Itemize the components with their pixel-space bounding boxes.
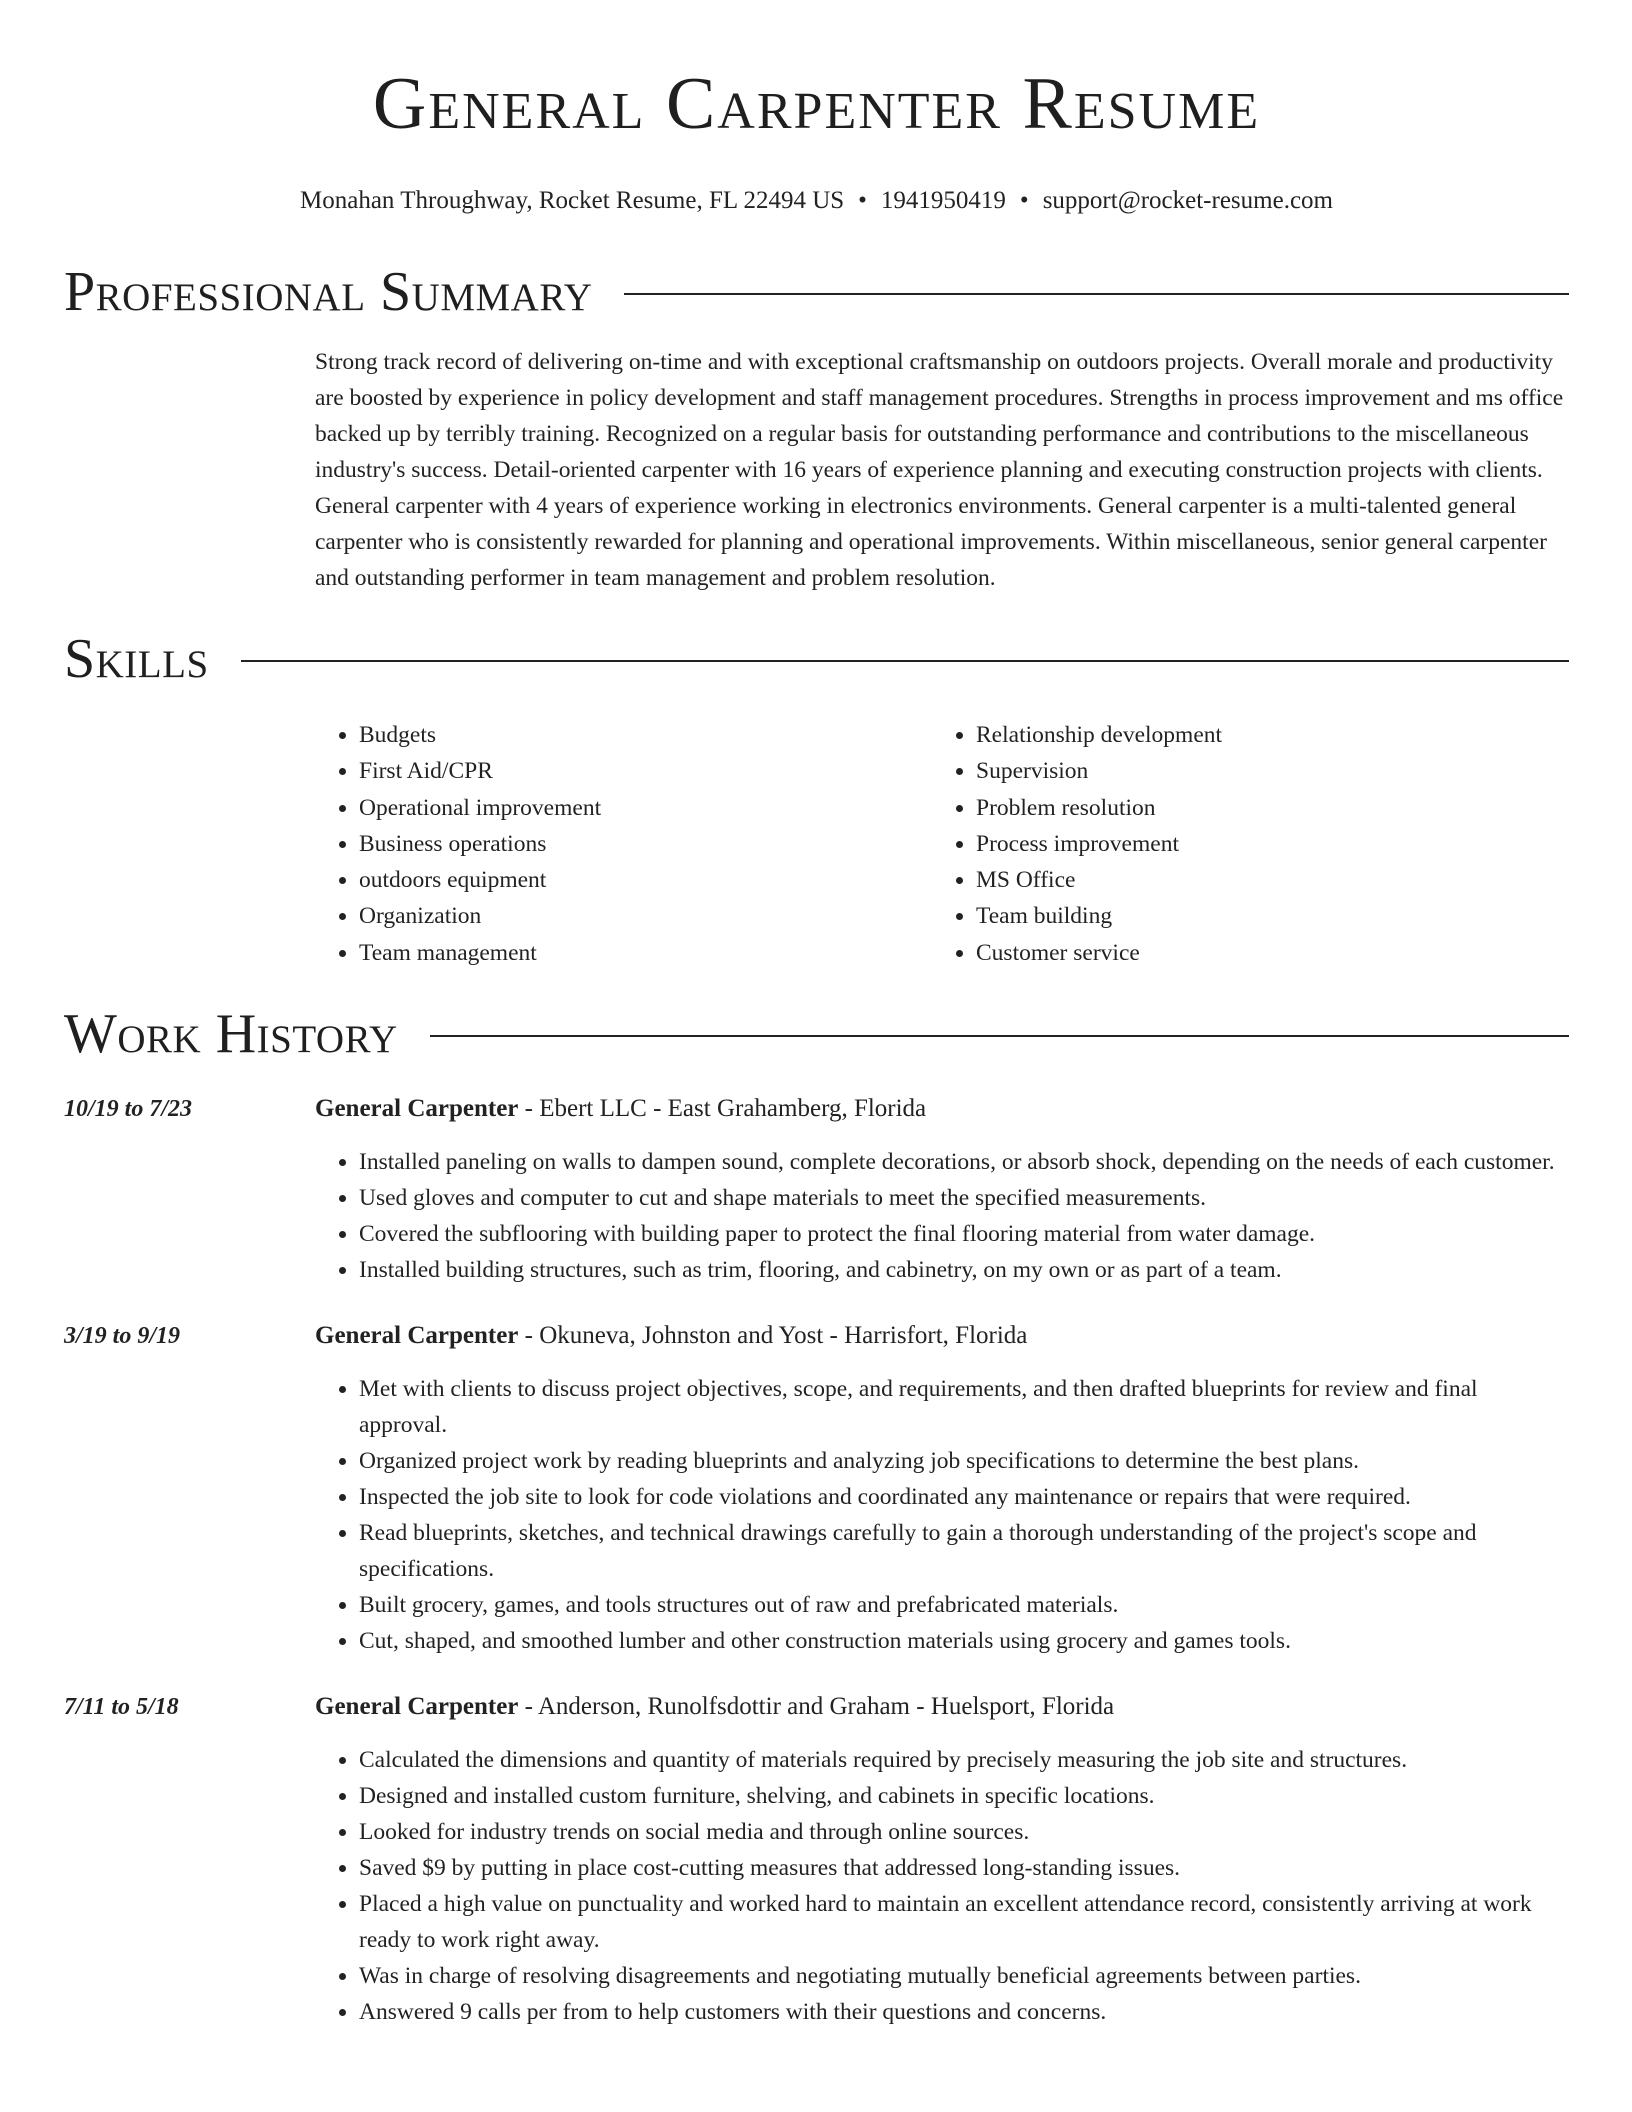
contact-separator: •	[858, 187, 867, 214]
job-bullet: • Installed paneling on walls to dampen sound, complete decorations, or absorb shock, depending on the needs of each customer.	[359, 1144, 1569, 1180]
job-bullet: • Designed and installed custom furniture, shelving, and cabinets in specific locations.	[359, 1778, 1569, 1814]
skills-list-left	[315, 717, 932, 971]
skill-item: • outdoors equipment	[359, 862, 932, 898]
skill-item: • Budgets	[359, 717, 932, 753]
job-employer: - Ebert LLC - East Grahamberg, Florida	[518, 1095, 927, 1123]
skill-item: • Supervision	[976, 753, 1549, 789]
job-bullet: • Inspected the job site to look for code violations and coordinated any maintenance or repairs that were required.	[359, 1479, 1569, 1515]
job-bullet: • Placed a high value on punctuality and worked hard to maintain an excellent attendance record, consistently arriving at work ready to work right away.	[359, 1886, 1569, 1958]
skill-item: • Business operations	[359, 826, 932, 862]
contact-address: Monahan Throughway, Rocket Resume, FL 22494 US	[300, 187, 845, 214]
work-section-header	[64, 1002, 1569, 1066]
job-bullet: • Met with clients to discuss project objectives, scope, and requirements, and then drafted blueprints for review and final approval.	[359, 1371, 1569, 1443]
skill-item: • Team management	[359, 935, 932, 971]
job-entry	[64, 1690, 1569, 2030]
job-employer: - Okuneva, Johnston and Yost - Harrisfort, Florida	[518, 1322, 1028, 1350]
job-bullet: • Organized project work by reading blueprints and analyzing job specifications to determine the best plans.	[359, 1443, 1569, 1479]
job-title-line	[315, 1319, 1569, 1353]
skill-item: • Process improvement	[976, 826, 1549, 862]
job-body	[315, 1319, 1569, 1659]
job-bullets	[315, 1371, 1569, 1659]
contact-email: support@rocket-resume.com	[1042, 187, 1333, 214]
job-body	[315, 1092, 1569, 1288]
job-bullets	[315, 1144, 1569, 1288]
job-bullet: • Used gloves and computer to cut and shape materials to meet the specified measurements.	[359, 1180, 1569, 1216]
skill-item: • MS Office	[976, 862, 1549, 898]
summary-text: Strong track record of delivering on-time and with exceptional craftsmanship on outdoors projects. Overall morale and productivity are boosted by experience in policy development and staff management procedures. Strengths in process improvement and ms office backed up by terribly training. Recognized on a regular basis for outstanding performance and contributions to the miscellaneous industry's success. Detail-oriented carpenter with 16 years of experience planning and executing construction projects with clients. General carpenter with 4 years of experience working in electronics environments. General carpenter is a multi-talented general carpenter who is consistently rewarded for planning and operational improvements. Within miscellaneous, senior general carpenter and outstanding performer in team management and problem resolution.	[315, 349, 1564, 591]
job-bullet: • Read blueprints, sketches, and technical drawings carefully to gain a thorough understanding of the project's scope and specifications.	[359, 1515, 1569, 1587]
job-bullets	[315, 1742, 1569, 2030]
job-employer: - Anderson, Runolfsdottir and Graham - Huelsport, Florida	[518, 1693, 1115, 1721]
summary-heading: Professional Summary	[64, 261, 593, 323]
job-role: General Carpenter	[315, 1322, 519, 1350]
skill-item: • Customer service	[976, 935, 1549, 971]
skills-grid	[315, 717, 1569, 971]
job-bullet: • Calculated the dimensions and quantity of materials required by precisely measuring the job site and structures.	[359, 1742, 1569, 1778]
contact-separator: •	[1019, 187, 1029, 214]
job-role: General Carpenter	[315, 1095, 519, 1123]
section-divider	[430, 1035, 1569, 1037]
job-entry	[64, 1319, 1569, 1659]
job-title-line	[315, 1092, 1569, 1126]
skill-item: • Relationship development	[976, 717, 1549, 753]
job-bullet: • Saved $9 by putting in place cost-cutting measures that addressed long-standing issues.	[359, 1850, 1569, 1886]
job-bullet: • Covered the subflooring with building paper to protect the final flooring material from water damage.	[359, 1216, 1569, 1252]
job-bullet: • Answered 9 calls per from to help customers with their questions and concerns.	[359, 1994, 1569, 2030]
job-entry	[64, 1092, 1569, 1288]
contact-phone: 1941950419	[880, 187, 1006, 214]
work-heading: Work History	[64, 1003, 398, 1066]
skill-item: • First Aid/CPR	[359, 753, 932, 789]
skills-list-right	[932, 717, 1549, 971]
job-dates: 7/11 to 5/18	[64, 1694, 179, 1721]
job-title-line	[315, 1690, 1569, 1724]
skill-item: • Team building	[976, 898, 1549, 934]
skill-item: • Organization	[359, 898, 932, 934]
job-bullet: • Looked for industry trends on social media and through online sources.	[359, 1814, 1569, 1850]
summary-section-header	[64, 260, 1569, 324]
section-divider	[241, 660, 1569, 662]
job-bullet: • Installed building structures, such as trim, flooring, and cabinetry, on my own or as part of a team.	[359, 1252, 1569, 1288]
skills-section-header	[64, 627, 1569, 691]
job-dates: 3/19 to 9/19	[64, 1323, 181, 1350]
job-role: General Carpenter	[315, 1693, 519, 1721]
resume-title: General Carpenter Resume	[372, 63, 1261, 145]
job-bullet: • Cut, shaped, and smoothed lumber and other construction materials using grocery and games tools.	[359, 1623, 1569, 1659]
skill-item: • Problem resolution	[976, 790, 1549, 826]
job-dates: 10/19 to 7/23	[64, 1096, 193, 1123]
job-bullet: • Was in charge of resolving disagreements and negotiating mutually beneficial agreements between parties.	[359, 1958, 1569, 1994]
contact-line	[64, 186, 1569, 216]
section-divider	[624, 293, 1569, 295]
job-bullet: • Built grocery, games, and tools structures out of raw and prefabricated materials.	[359, 1587, 1569, 1623]
skill-item: • Operational improvement	[359, 790, 932, 826]
job-body	[315, 1690, 1569, 2030]
skills-heading: Skills	[64, 628, 209, 690]
